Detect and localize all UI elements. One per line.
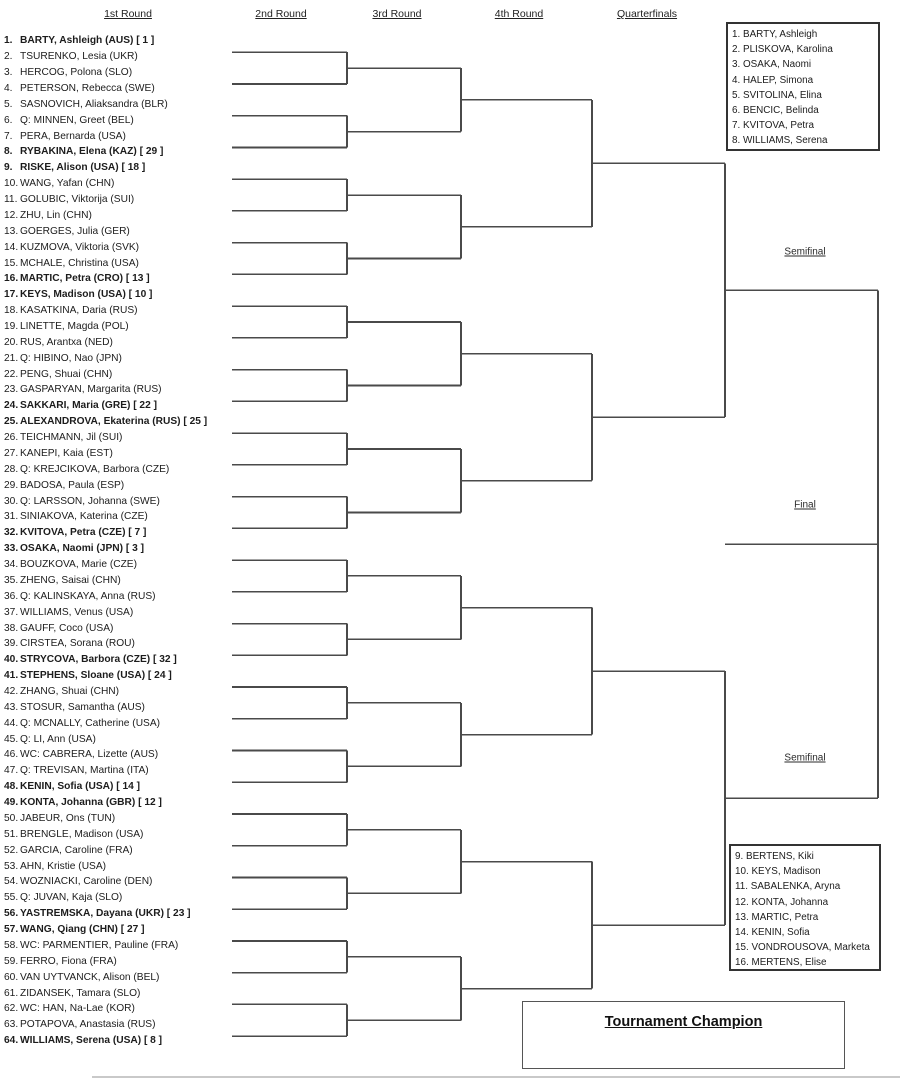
page-edge-scan-artifact	[92, 1076, 900, 1078]
player-row	[4, 257, 139, 271]
round-header-1st: 1st Round	[104, 8, 152, 20]
player-name: RISKE, Alison (USA) [ 18 ]	[20, 162, 146, 174]
player-number: 48.	[4, 781, 19, 793]
player-number: 20.	[4, 336, 19, 348]
player-name: KUZMOVA, Viktoria (SVK)	[20, 241, 140, 253]
player-number: 27.	[4, 447, 19, 459]
player-row	[4, 923, 145, 937]
player-row	[4, 177, 114, 191]
round-header-quarterfinals: Quarterfinals	[616, 8, 678, 20]
player-number: 63.	[4, 1019, 19, 1031]
qualified-player-row: 13. MARTIC, Petra	[735, 911, 819, 923]
player-name: ZHU, Lin (CHN)	[20, 209, 92, 221]
player-name: KONTA, Johanna (GBR) [ 12 ]	[20, 797, 162, 809]
qualified-player-row: 2. PLISKOVA, Karolina	[732, 44, 833, 56]
player-number: 33.	[4, 543, 19, 555]
player-number: 7.	[4, 130, 13, 142]
player-row	[4, 875, 152, 889]
quarterfinalists-top-box	[726, 22, 880, 151]
player-row	[4, 368, 112, 382]
player-name: WC: HAN, Na-Lae (KOR)	[20, 1003, 135, 1015]
player-row	[4, 288, 152, 302]
player-number: 16.	[4, 273, 19, 285]
player-number: 4.	[4, 82, 13, 94]
player-number: 5.	[4, 98, 13, 110]
player-name: POTAPOVA, Anastasia (RUS)	[20, 1019, 156, 1031]
player-name: HERCOG, Polona (SLO)	[20, 67, 133, 78]
player-number: 6.	[4, 114, 13, 126]
player-name: WILLIAMS, Serena (USA) [ 8 ]	[20, 1035, 163, 1047]
tournament-champion-box	[522, 1001, 845, 1069]
player-number: 15.	[4, 257, 19, 269]
semifinal-top-label: Semifinal	[784, 246, 826, 258]
player-number: 55.	[4, 892, 19, 904]
player-row	[4, 463, 169, 477]
player-name: SINIAKOVA, Katerina (CZE)	[20, 511, 148, 523]
player-row	[4, 399, 157, 413]
quarterfinalists-bottom-box	[729, 844, 881, 971]
player-number: 32.	[4, 527, 19, 539]
player-name: TSURENKO, Lesia (UKR)	[20, 51, 138, 63]
player-number: 37.	[4, 606, 19, 618]
player-number: 25.	[4, 416, 19, 428]
player-number: 43.	[4, 701, 19, 713]
player-number: 9.	[4, 162, 13, 174]
player-name: ZHENG, Saisai (CHN)	[20, 574, 121, 586]
player-row	[4, 748, 158, 762]
player-number: 44.	[4, 717, 19, 729]
qualified-player-row: 15. VONDROUSOVA, Marketa	[735, 942, 870, 954]
player-row	[4, 510, 148, 524]
player-row	[4, 971, 159, 985]
player-row	[4, 701, 145, 715]
player-row	[4, 1034, 162, 1048]
player-name: ALEXANDROVA, Ekaterina (RUS) [ 25 ]	[20, 416, 208, 428]
player-number: 45.	[4, 733, 19, 745]
player-row	[4, 780, 140, 794]
player-row	[4, 272, 150, 286]
player-row	[4, 606, 133, 620]
player-name: STOSUR, Samantha (AUS)	[20, 701, 145, 713]
player-name: CIRSTEA, Sorana (ROU)	[20, 638, 135, 650]
player-number: 46.	[4, 749, 19, 761]
player-row	[4, 669, 172, 683]
player-row	[4, 907, 191, 921]
qualified-player-row: 8. WILLIAMS, Serena	[732, 135, 828, 147]
player-row	[4, 161, 145, 175]
player-row	[4, 764, 149, 778]
player-name: KENIN, Sofia (USA) [ 14 ]	[20, 781, 140, 793]
player-number: 29.	[4, 479, 19, 491]
player-name: FERRO, Fiona (FRA)	[20, 955, 117, 967]
player-number: 58.	[4, 939, 19, 951]
player-row	[4, 431, 122, 445]
player-number: 52.	[4, 844, 19, 856]
player-number: 47.	[4, 765, 19, 777]
player-row	[4, 320, 129, 334]
player-name: WANG, Yafan (CHN)	[20, 178, 115, 190]
player-name: Q: KALINSKAYA, Anna (RUS)	[20, 590, 156, 602]
player-name: RYBAKINA, Elena (KAZ) [ 29 ]	[20, 146, 164, 158]
player-number: 56.	[4, 908, 19, 920]
player-number: 39.	[4, 638, 19, 650]
player-number: 23.	[4, 384, 19, 396]
player-name: STEPHENS, Sloane (USA) [ 24 ]	[20, 670, 172, 682]
player-row	[4, 796, 162, 810]
player-name: GOLUBIC, Viktorija (SUI)	[20, 194, 135, 205]
player-number: 28.	[4, 463, 19, 475]
player-name: Q: HIBINO, Nao (JPN)	[20, 352, 122, 364]
player-number: 36.	[4, 590, 19, 602]
player-row	[4, 574, 121, 588]
player-number: 61.	[4, 987, 19, 999]
player-number: 1.	[4, 35, 13, 47]
player-row	[4, 50, 138, 64]
player-name: PETERSON, Rebecca (SWE)	[20, 82, 155, 94]
player-name: BARTY, Ashleigh (AUS) [ 1 ]	[20, 35, 155, 47]
player-number: 18.	[4, 305, 19, 317]
player-name: TEICHMANN, Jil (SUI)	[20, 432, 123, 444]
player-number: 11.	[4, 194, 18, 205]
tournament-champion-title: Tournament Champion	[604, 1014, 763, 1030]
player-number: 60.	[4, 971, 19, 983]
round-header-2nd: 2nd Round	[255, 8, 307, 20]
player-name: AHN, Kristie (USA)	[20, 860, 107, 872]
player-number: 34.	[4, 559, 19, 570]
player-row	[4, 812, 115, 826]
player-number: 22.	[4, 368, 19, 380]
player-number: 49.	[4, 797, 19, 809]
player-number: 14.	[4, 241, 19, 253]
player-row	[4, 241, 139, 255]
player-name: Q: MCNALLY, Catherine (USA)	[20, 717, 161, 729]
player-name: PENG, Shuai (CHN)	[20, 368, 113, 380]
player-row	[4, 304, 138, 318]
player-row	[4, 82, 155, 96]
player-number: 26.	[4, 432, 19, 444]
player-name: Q: LI, Ann (USA)	[20, 733, 96, 745]
player-row	[4, 558, 137, 572]
player-row	[4, 209, 92, 223]
player-name: Q: KREJCIKOVA, Barbora (CZE)	[20, 463, 170, 475]
player-row	[4, 891, 122, 905]
player-name: GASPARYAN, Margarita (RUS)	[20, 384, 162, 396]
round-header-4th: 4th Round	[494, 8, 544, 20]
player-number: 59.	[4, 955, 19, 967]
player-row	[4, 653, 177, 667]
qualified-player-row: 12. KONTA, Johanna	[735, 896, 829, 908]
player-row	[4, 955, 117, 969]
player-row	[4, 336, 113, 350]
player-row	[4, 860, 106, 874]
player-name: BADOSA, Paula (ESP)	[20, 479, 125, 491]
qualified-player-row: 3. OSAKA, Naomi	[732, 59, 812, 71]
player-row	[4, 34, 154, 48]
player-name: KEYS, Madison (USA) [ 10 ]	[20, 289, 153, 301]
player-row	[4, 495, 160, 509]
qualified-player-row: 16. MERTENS, Elise	[735, 957, 827, 969]
player-number: 10.	[4, 178, 19, 190]
player-name: STRYCOVA, Barbora (CZE) [ 32 ]	[20, 654, 177, 666]
player-name: Q: LARSSON, Johanna (SWE)	[20, 495, 160, 507]
player-name: WOZNIACKI, Caroline (DEN)	[20, 876, 153, 888]
player-number: 21.	[4, 352, 19, 364]
player-name: WILLIAMS, Venus (USA)	[20, 606, 134, 618]
player-row	[4, 844, 133, 858]
player-row	[4, 1002, 135, 1016]
qualified-player-row: 11. SABALENKA, Aryna	[735, 881, 841, 893]
final-label: Final	[794, 499, 816, 511]
qualified-player-row: 10. KEYS, Madison	[735, 866, 821, 878]
player-row	[4, 526, 146, 540]
qualified-player-row: 9. BERTENS, Kiki	[735, 851, 814, 862]
player-row	[4, 130, 126, 144]
player-name: GAUFF, Coco (USA)	[20, 622, 114, 634]
player-name: YASTREMSKA, Dayana (UKR) [ 23 ]	[20, 908, 191, 920]
player-row	[4, 415, 207, 429]
player-row	[4, 542, 144, 556]
player-name: Q: JUVAN, Kaja (SLO)	[20, 892, 123, 904]
player-number: 3.	[4, 67, 13, 78]
player-row	[4, 590, 156, 604]
qualified-player-row: 6. BENCIC, Belinda	[732, 105, 819, 117]
player-number: 50.	[4, 812, 19, 824]
player-name: SAKKARI, Maria (GRE) [ 22 ]	[20, 400, 157, 412]
player-name: WANG, Qiang (CHN) [ 27 ]	[20, 924, 145, 935]
player-row	[4, 447, 113, 461]
player-number: 53.	[4, 860, 19, 872]
player-name: BRENGLE, Madison (USA)	[20, 828, 144, 840]
player-row	[4, 479, 124, 493]
player-number: 62.	[4, 1003, 19, 1015]
player-row	[4, 66, 132, 80]
player-row	[4, 114, 134, 128]
player-name: MARTIC, Petra (CRO) [ 13 ]	[20, 273, 150, 285]
player-name: RUS, Arantxa (NED)	[20, 336, 113, 348]
player-number: 8.	[4, 146, 13, 158]
player-row	[4, 145, 163, 159]
player-row	[4, 939, 178, 953]
qualified-player-row: 14. KENIN, Sofia	[735, 927, 810, 939]
player-name: GOERGES, Julia (GER)	[20, 225, 130, 237]
player-name: WC: PARMENTIER, Pauline (FRA)	[20, 939, 179, 951]
player-row	[4, 193, 134, 207]
player-number: 19.	[4, 321, 19, 332]
player-number: 30.	[4, 495, 19, 507]
player-row	[4, 685, 119, 699]
player-name: GARCIA, Caroline (FRA)	[20, 844, 133, 856]
player-number: 40.	[4, 654, 19, 666]
player-name: ZIDANSEK, Tamara (SLO)	[20, 987, 141, 999]
player-number: 54.	[4, 876, 19, 888]
player-number: 41.	[4, 670, 19, 682]
player-name: Q: MINNEN, Greet (BEL)	[20, 114, 134, 126]
player-name: SASNOVICH, Aliaksandra (BLR)	[20, 98, 168, 110]
player-name: MCHALE, Christina (USA)	[20, 257, 139, 269]
qualified-player-row: 5. SVITOLINA, Elina	[732, 89, 822, 101]
player-name: VAN UYTVANCK, Alison (BEL)	[20, 971, 160, 983]
player-name: WC: CABRERA, Lizette (AUS)	[20, 749, 159, 761]
player-row	[4, 352, 122, 366]
player-number: 13.	[4, 225, 19, 237]
player-name: JABEUR, Ons (TUN)	[20, 812, 116, 824]
player-row	[4, 225, 130, 239]
player-name: KASATKINA, Daria (RUS)	[20, 305, 138, 317]
player-name: LINETTE, Magda (POL)	[20, 321, 129, 332]
player-number: 31.	[4, 511, 19, 523]
player-number: 38.	[4, 622, 19, 634]
player-name: PERA, Bernarda (USA)	[20, 130, 126, 142]
player-number: 51.	[4, 828, 19, 840]
player-name: KANEPI, Kaia (EST)	[20, 447, 113, 459]
round-header-3rd: 3rd Round	[372, 8, 422, 20]
qualified-player-row: 1. BARTY, Ashleigh	[732, 29, 818, 40]
player-number: 2.	[4, 51, 13, 63]
player-row	[4, 987, 140, 1001]
player-name: KVITOVA, Petra (CZE) [ 7 ]	[20, 527, 147, 539]
player-name: Q: TREVISAN, Martina (ITA)	[20, 765, 149, 777]
player-number: 35.	[4, 574, 19, 586]
player-name: OSAKA, Naomi (JPN) [ 3 ]	[20, 543, 144, 555]
player-row	[4, 383, 162, 397]
player-name: BOUZKOVA, Marie (CZE)	[20, 559, 137, 570]
player-number: 24.	[4, 400, 19, 412]
player-row	[4, 98, 168, 112]
player-number: 64.	[4, 1035, 19, 1047]
player-row	[4, 733, 96, 747]
player-row	[4, 622, 113, 636]
player-number: 42.	[4, 686, 19, 697]
player-row	[4, 637, 135, 651]
player-row	[4, 828, 143, 842]
player-row	[4, 1018, 156, 1032]
player-row	[4, 717, 160, 731]
player-number: 57.	[4, 924, 19, 935]
qualified-player-row: 7. KVITOVA, Petra	[732, 120, 814, 132]
semifinal-bottom-label: Semifinal	[784, 752, 826, 764]
qualified-player-row: 4. HALEP, Simona	[732, 74, 814, 86]
player-name: ZHANG, Shuai (CHN)	[20, 686, 120, 697]
player-number: 17.	[4, 289, 19, 301]
player-number: 12.	[4, 209, 19, 221]
